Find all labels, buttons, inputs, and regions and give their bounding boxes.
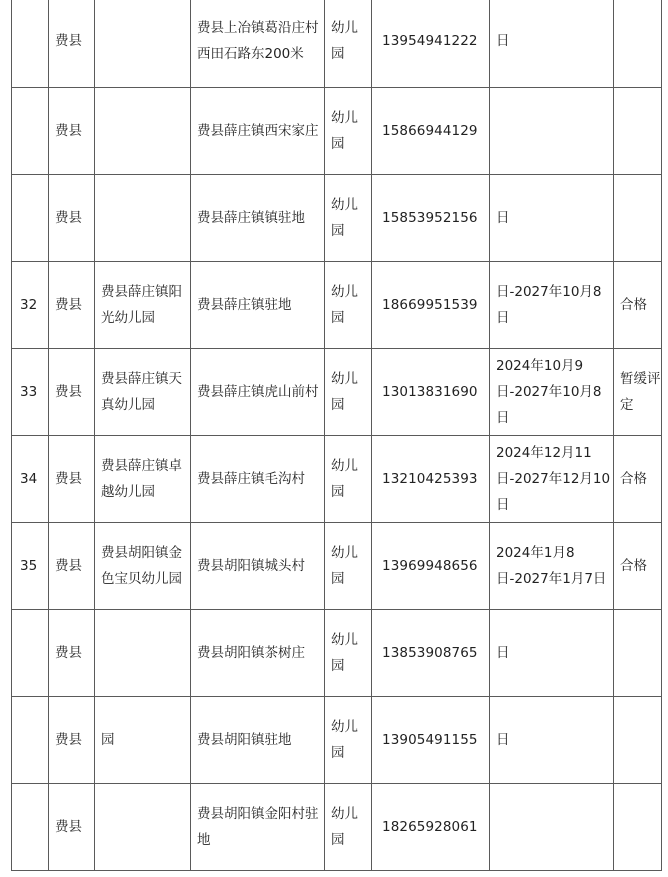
table-row [12, 610, 662, 697]
county-cell: 费县 [49, 697, 95, 784]
county-cell: 费县 [49, 175, 95, 262]
validity-period-cell: 日 [490, 697, 614, 784]
kindergarten-name-cell: 费县胡阳镇金色宝贝幼儿园 [95, 523, 191, 610]
type-cell: 幼儿园 [325, 610, 372, 697]
type-cell: 幼儿园 [325, 523, 372, 610]
table-row [12, 436, 662, 523]
type-cell: 幼儿园 [325, 697, 372, 784]
result-cell [614, 0, 662, 88]
kindergarten-name-cell [95, 784, 191, 871]
type-cell: 幼儿园 [325, 175, 372, 262]
result-cell [614, 697, 662, 784]
phone-cell: 18265928061 [372, 784, 490, 871]
kindergarten-name-cell [95, 0, 191, 88]
result-cell [614, 610, 662, 697]
row-number-cell [12, 697, 49, 784]
phone-cell: 13853908765 [372, 610, 490, 697]
address-cell: 费县胡阳镇金阳村驻地 [191, 784, 325, 871]
kindergarten-name-cell [95, 610, 191, 697]
table-row [12, 523, 662, 610]
validity-period-cell: 日 [490, 0, 614, 88]
phone-cell: 13969948656 [372, 523, 490, 610]
kindergarten-table [11, 0, 662, 871]
address-cell: 费县上冶镇葛沿庄村西田石路东200米 [191, 0, 325, 88]
row-number-cell: 33 [12, 349, 49, 436]
kindergarten-name-cell: 费县薛庄镇天真幼儿园 [95, 349, 191, 436]
address-cell: 费县薛庄镇西宋家庄 [191, 88, 325, 175]
row-number-cell [12, 0, 49, 88]
table-body [12, 0, 662, 871]
county-cell: 费县 [49, 610, 95, 697]
row-number-cell [12, 784, 49, 871]
table-row [12, 697, 662, 784]
table-row [12, 0, 662, 88]
validity-period-cell: 日-2027年10月8日 [490, 262, 614, 349]
validity-period-cell: 日 [490, 610, 614, 697]
result-cell [614, 88, 662, 175]
result-cell: 合格 [614, 262, 662, 349]
result-cell: 暂缓评定 [614, 349, 662, 436]
result-cell: 合格 [614, 436, 662, 523]
phone-cell: 13954941222 [372, 0, 490, 88]
address-cell: 费县胡阳镇城头村 [191, 523, 325, 610]
table-row [12, 349, 662, 436]
row-number-cell [12, 610, 49, 697]
validity-period-cell: 2024年12月11日-2027年12月10日 [490, 436, 614, 523]
kindergarten-name-cell: 费县薛庄镇阳光幼儿园 [95, 262, 191, 349]
type-cell: 幼儿园 [325, 436, 372, 523]
phone-cell: 13210425393 [372, 436, 490, 523]
table-row [12, 784, 662, 871]
type-cell: 幼儿园 [325, 784, 372, 871]
validity-period-cell: 2024年1月8日-2027年1月7日 [490, 523, 614, 610]
type-cell: 幼儿园 [325, 88, 372, 175]
phone-cell: 15853952156 [372, 175, 490, 262]
type-cell: 幼儿园 [325, 0, 372, 88]
kindergarten-name-cell [95, 175, 191, 262]
county-cell: 费县 [49, 784, 95, 871]
row-number-cell: 32 [12, 262, 49, 349]
table-row [12, 262, 662, 349]
validity-period-cell [490, 88, 614, 175]
county-cell: 费县 [49, 262, 95, 349]
address-cell: 费县胡阳镇茶树庄 [191, 610, 325, 697]
table-row [12, 88, 662, 175]
row-number-cell: 35 [12, 523, 49, 610]
kindergarten-name-cell [95, 88, 191, 175]
phone-cell: 13013831690 [372, 349, 490, 436]
address-cell: 费县胡阳镇驻地 [191, 697, 325, 784]
address-cell: 费县薛庄镇镇驻地 [191, 175, 325, 262]
county-cell: 费县 [49, 0, 95, 88]
type-cell: 幼儿园 [325, 262, 372, 349]
phone-cell: 15866944129 [372, 88, 490, 175]
result-cell: 合格 [614, 523, 662, 610]
county-cell: 费县 [49, 88, 95, 175]
row-number-cell [12, 88, 49, 175]
address-cell: 费县薛庄镇虎山前村 [191, 349, 325, 436]
kindergarten-name-cell: 园 [95, 697, 191, 784]
address-cell: 费县薛庄镇驻地 [191, 262, 325, 349]
phone-cell: 18669951539 [372, 262, 490, 349]
type-cell: 幼儿园 [325, 349, 372, 436]
result-cell [614, 175, 662, 262]
kindergarten-name-cell: 费县薛庄镇卓越幼儿园 [95, 436, 191, 523]
county-cell: 费县 [49, 436, 95, 523]
validity-period-cell: 2024年10月9日-2027年10月8日 [490, 349, 614, 436]
row-number-cell [12, 175, 49, 262]
table-row [12, 175, 662, 262]
county-cell: 费县 [49, 523, 95, 610]
row-number-cell: 34 [12, 436, 49, 523]
phone-cell: 13905491155 [372, 697, 490, 784]
address-cell: 费县薛庄镇毛沟村 [191, 436, 325, 523]
validity-period-cell: 日 [490, 175, 614, 262]
validity-period-cell [490, 784, 614, 871]
county-cell: 费县 [49, 349, 95, 436]
result-cell [614, 784, 662, 871]
